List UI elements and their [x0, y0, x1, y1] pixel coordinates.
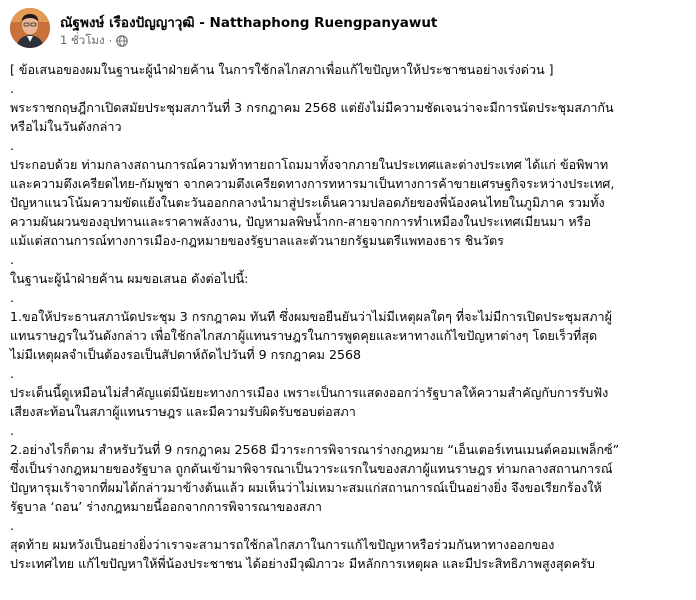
post-paragraph: 2.อย่างไรก็ตาม สำหรับวันที่ 9 กรกฎาคม 2568 มีวาระการพิจารณาร่างกฎหมาย “เอ็นเตอร์เทนเมนต์คอมเพล็กซ์” ซึ่งเป็นร่างกฎหมายของรัฐบาล ถูกดันเข้ามาพิจารณาเป็นวาระแรกในของสภาผู้แทนราษฎร ท่ามกลางสถานการณ์ ปัญหารุมเร้าจากที่ผมได้กล่าวมาข้างต้นแล้ว ผมเห็นว่าไม่เหมาะสมแก่สถานการณ์เป็นอย่างยิ่ง จึงขอเรียกร้องให้ รัฐบาล ‘ถอน’ ร่างกฎหมายนี้ออกจากการพิจารณาของสภา	[10, 442, 620, 514]
separator-dot: .	[10, 423, 15, 438]
separator-dot: .	[10, 138, 15, 153]
separator-dot: .	[10, 290, 15, 305]
post-paragraph: 1.ขอให้ประธานสภานัดประชุม 3 กรกฎาคม ทันที ซึ่งผมขอยืนยันว่าไม่มีเหตุผลใดๆ ที่จะไม่มีการเปิดประชุมสภาผู้ แทนราษฎรในวันดังกล่าว เพื่อใช้กลไกสภาผู้แทนราษฎรในการพูดคุยและหาทางแก้ไขปัญหาต่างๆ โดยเร็วที่สุด ไม่มีเหตุผลจำเป็นต้องรอเป็นสัปดาห์ถัดไปวันที่ 9 กรกฎาคม 2568	[10, 309, 612, 362]
globe-icon[interactable]	[116, 35, 128, 47]
author-avatar[interactable]	[10, 8, 50, 48]
post-paragraph: สุดท้าย ผมหวังเป็นอย่างยิ่งว่าเราจะสามารถใช้กลไกสภาในการแก้ไขปัญหาหรือร่วมกันหาทางออกของ ประเทศไทย แก้ไขปัญหาให้พี่น้องประชาชน ได้อย่างมีวุฒิภาวะ มีหลักการเหตุผล และมีประสิทธิภาพสูงสุดครับ	[10, 537, 595, 571]
post-timestamp[interactable]: 1 ชั่วโมง	[60, 33, 105, 47]
post-paragraph: ประกอบด้วย ท่ามกลางสถานการณ์ความท้าทายถาโถมมาทั้งจากภายในประเทศและต่างประเทศ ได้แก่ ข้อพิพาท และความตึงเครียดไทย-กัมพูชา จากความตึงเครียดทางการทหารมาเป็นทางการค้าขายเศรษฐกิจระหว่างประเทศ, ปัญหาแนวโน้มความขัดแย้งในตะวันออกกลางนำมาสู่ประเด็นความปลอดภัยของพี่น้องคนไทยในภูมิภาค รวมทั้ง ความผันผวนของอุปทานและราคาพลังงาน, ปัญหามลพิษน้ำกก-สายจากการทำเหมืองในประเทศเมียนมา หรือ แม้แต่สถานการณ์ทางการเมือง-กฎหมายของรัฐบาลและตัวนายกรัฐมนตรีแพทองธาร ชินวัตร	[10, 157, 615, 248]
post-paragraph: พระราชกฤษฎีกาเปิดสมัยประชุมสภาวันที่ 3 กรกฎาคม 2568 แต่ยังไม่มีความชัดเจนว่าจะมีการนัดประชุมสภากัน หรือไม่ในวันดังกล่าว	[10, 100, 614, 134]
avatar-image	[10, 8, 50, 48]
meta-separator: ·	[108, 34, 113, 48]
post-paragraph: ในฐานะผู้นำฝ่ายค้าน ผมขอเสนอ ดังต่อไปนี้:	[10, 271, 249, 286]
post-paragraph: ประเด็นนี้ดูเหมือนไม่สำคัญแต่มีนัยยะทางการเมือง เพราะเป็นการแสดงออกว่ารัฐบาลให้ความสำคัญกับการรับฟัง เสียงสะท้อนในสภาผู้แทนราษฎร และมีความรับผิดรับชอบต่อสภา	[10, 385, 609, 419]
post-body	[10, 60, 688, 573]
separator-dot: .	[10, 81, 15, 96]
separator-dot: .	[10, 366, 15, 381]
post-meta	[60, 32, 128, 50]
separator-dot: .	[10, 518, 15, 533]
separator-dot: .	[10, 252, 15, 267]
post-header	[10, 8, 686, 52]
author-name[interactable]: ณัฐพงษ์ เรืองปัญญาวุฒิ - Natthaphong Ruengpanyawut	[60, 15, 438, 31]
post-heading: [ ข้อเสนอของผมในฐานะผู้นำฝ่ายค้าน ในการใช้กลไกสภาเพื่อแก้ไขปัญหาให้ประชาชนอย่างเร่งด่วน ]	[10, 62, 554, 77]
